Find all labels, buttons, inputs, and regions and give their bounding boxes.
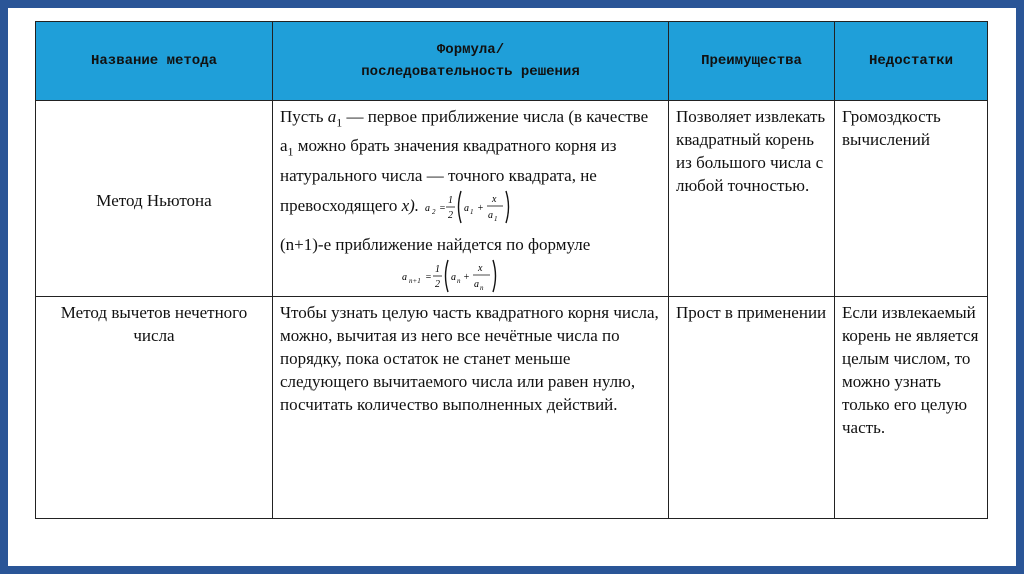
f2-lparen <box>446 260 449 292</box>
formula-cell <box>273 101 669 297</box>
f1-rparen <box>506 191 509 223</box>
slide <box>8 8 1016 566</box>
f1-lhs: a <box>425 202 431 214</box>
newton-description <box>280 105 661 227</box>
formula-cell: Чтобы узнать целую часть квадратного корня числа, можно, вычитая из него все нечётные числа по порядку, пока остаток не станет меньше следующего вычитаемого числа или равен нулю, посчитать количество выполненных действий. <box>273 296 669 518</box>
f1-frac-num: x <box>492 193 497 205</box>
f2-frac-num: x <box>478 262 483 274</box>
header-formula-line2: последовательность решения <box>361 64 580 80</box>
f1-den: 2 <box>448 209 454 221</box>
text-sub: 1 <box>336 115 343 130</box>
text-part: можно брать значения квадратного корня из натурального числа — точного квадрата, не превосходящего <box>280 136 617 215</box>
header-advantages: Преимущества <box>669 22 835 101</box>
table-row <box>36 296 988 518</box>
text-part: Пусть <box>280 107 328 126</box>
text-sub: 1 <box>287 144 294 159</box>
method-cell: Метод Ньютона <box>36 101 273 297</box>
f2-den: 2 <box>435 278 440 290</box>
f1-equals: = <box>439 202 447 214</box>
f1-frac-den-sub: 1 <box>494 214 498 223</box>
formula-an1 <box>400 256 500 296</box>
formula-a2 <box>423 187 513 227</box>
advantages-cell: Прост в применении <box>669 296 835 518</box>
advantages-cell: Позволяет извлекать квадратный корень из большого числа с любой точностью. <box>669 101 835 297</box>
disadvantages-cell: Если извлекаемый корень не является целым числом, то можно узнать только его целую часть. <box>835 296 988 518</box>
text-var: a <box>327 107 337 126</box>
f2-lhs-sub: n+1 <box>409 276 421 285</box>
header-formula <box>273 22 669 101</box>
f2-frac-den: a <box>474 278 479 290</box>
f2-term: a <box>451 271 456 283</box>
method-cell: Метод вычетов нечетного числа <box>36 296 273 518</box>
text-var: x). <box>401 195 420 215</box>
f1-lparen <box>459 191 462 223</box>
table-header-row <box>36 22 988 101</box>
f1-lhs-sub: 2 <box>432 207 436 216</box>
header-formula-line1: Формула/ <box>436 42 505 58</box>
f2-lhs: a <box>402 271 407 283</box>
f1-term-sub: 1 <box>470 207 474 216</box>
header-disadvantages: Недостатки <box>835 22 988 101</box>
f1-term: a <box>464 202 470 214</box>
formula-an1-wrap <box>280 256 661 296</box>
f2-frac-den-sub: n <box>480 283 484 292</box>
disadvantages-cell: Громоздкость вычислений <box>835 101 988 297</box>
f2-num: 1 <box>435 263 440 275</box>
f2-rparen <box>493 260 496 292</box>
f2-term-sub: n <box>457 276 461 285</box>
header-method: Название метода <box>36 22 273 101</box>
f1-frac-den: a <box>488 209 494 221</box>
f1-plus: + <box>477 202 485 214</box>
methods-table <box>35 21 988 519</box>
newton-iteration-text: (n+1)-е приближение найдется по формуле <box>280 234 591 254</box>
f2-plus: + <box>463 271 470 283</box>
f2-equals: = <box>425 271 432 283</box>
f1-num: 1 <box>448 194 454 206</box>
text-part: — первое приближение числа (в качестве a <box>280 107 649 156</box>
table-row <box>36 101 988 297</box>
